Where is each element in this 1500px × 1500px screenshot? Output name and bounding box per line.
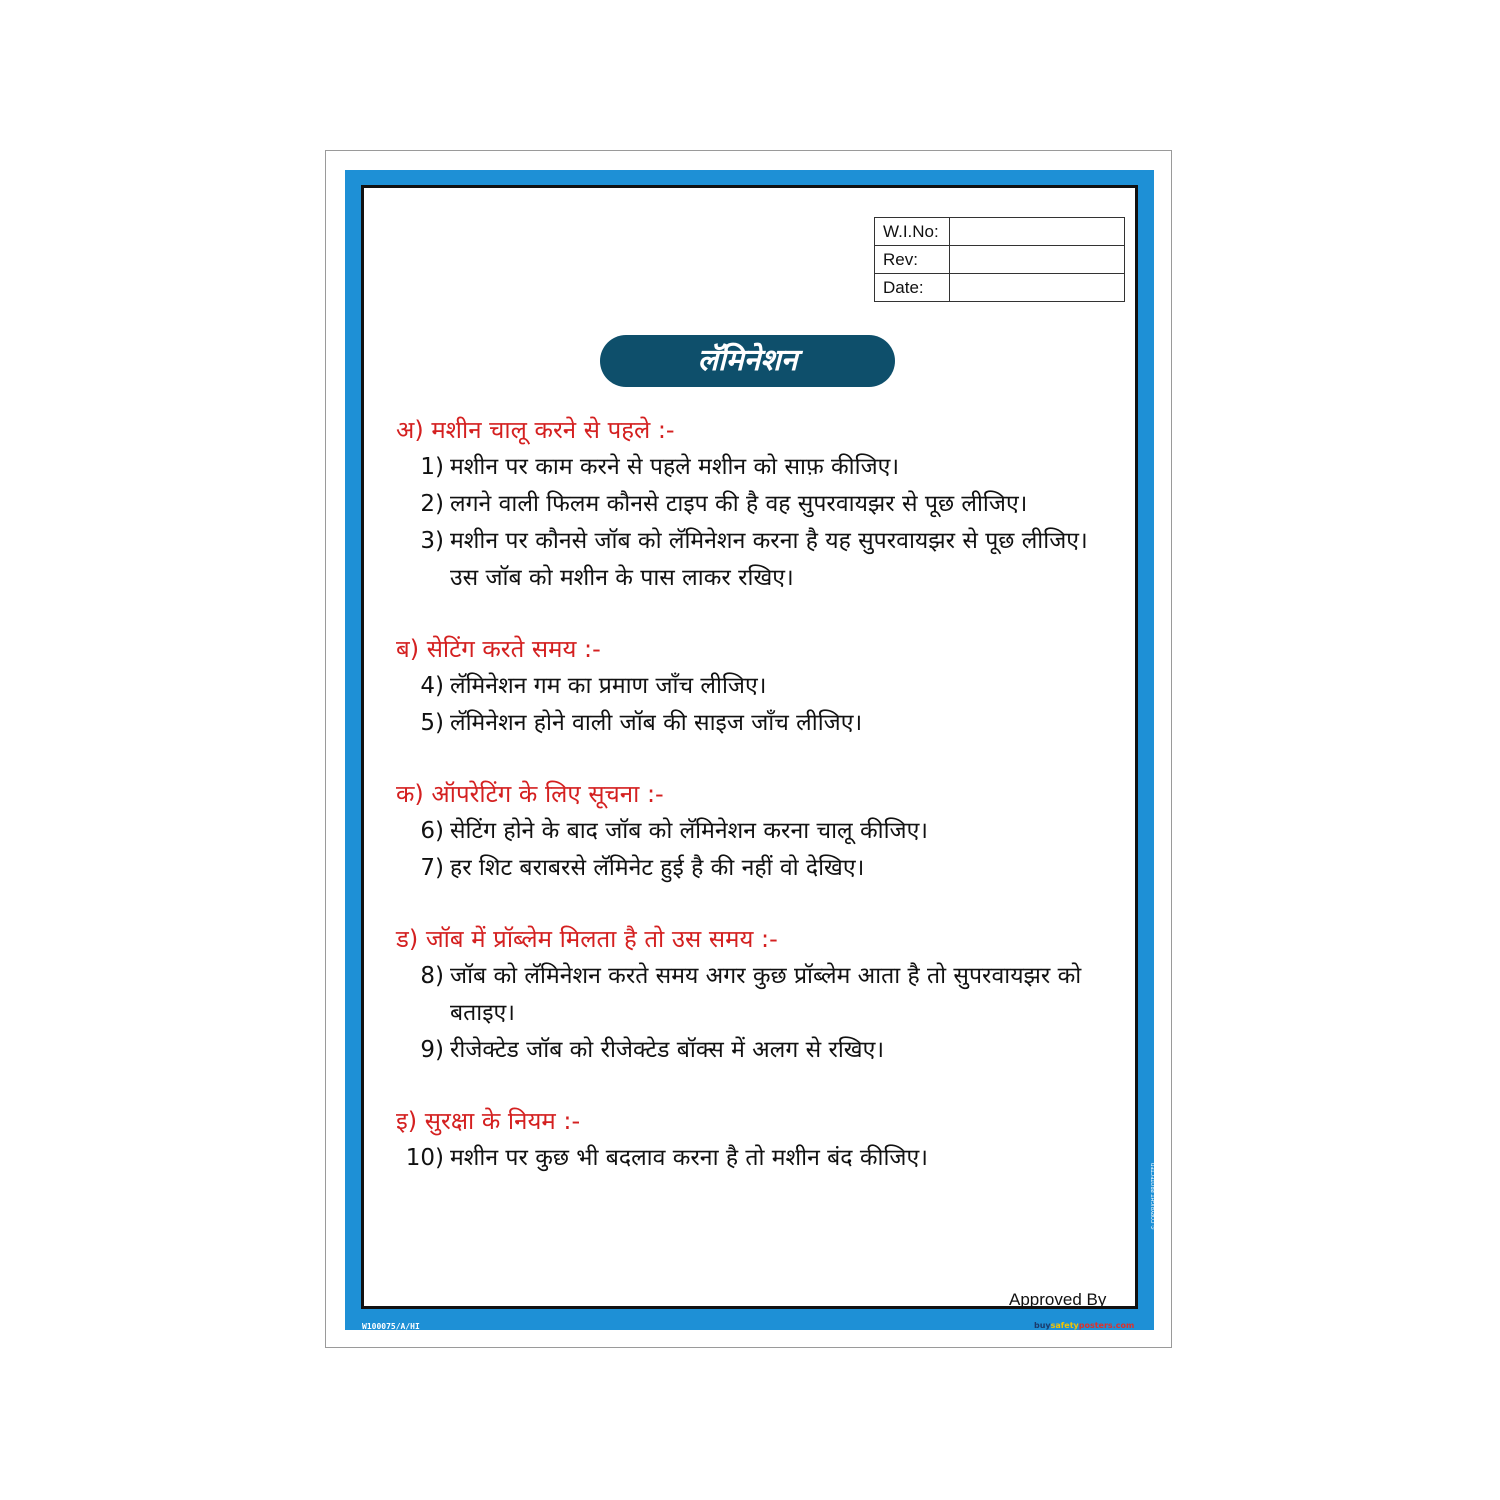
item-number: 8): [420, 963, 444, 989]
website-part: safety: [1050, 1321, 1079, 1330]
date-value: [950, 274, 1125, 302]
list-item: [396, 523, 1112, 597]
list-item: [396, 813, 1112, 850]
website-label: [1034, 1321, 1134, 1330]
item-number: 5): [420, 710, 444, 736]
section-heading: अ) मशीन चालू करने से पहले :-: [396, 416, 675, 444]
item-text: हर शिट बराबरसे लॅमिनेट हुई है की नहीं वो देखिए।: [450, 855, 865, 881]
section-operating: [396, 776, 1112, 887]
date-label: Date:: [875, 274, 950, 302]
item-text: रीजेक्टेड जॉब को रीजेक्टेड बॉक्स में अलग से रखिए।: [450, 1037, 885, 1063]
list-item: [396, 486, 1112, 523]
list-item: [396, 705, 1112, 742]
item-number: 1): [420, 454, 444, 480]
item-text: मशीन पर कुछ भी बदलाव करना है तो मशीन बंद कीजिए।: [450, 1145, 928, 1171]
item-number: 2): [420, 491, 444, 517]
list-item: [396, 449, 1112, 486]
section-heading: ब) सेटिंग करते समय :-: [396, 635, 601, 663]
section-safety: [396, 1103, 1112, 1177]
item-number: 10): [405, 1145, 444, 1171]
item-number: 3): [420, 528, 444, 554]
section-before-start: [396, 412, 1112, 597]
item-text: सेटिंग होने के बाद जॉब को लॅमिनेशन करना चालू कीजिए।: [450, 818, 929, 844]
poster-content-area: [361, 185, 1138, 1309]
item-text: मशीन पर कौनसे जॉब को लॅमिनेशन करना है यह सुपरवायझर से पूछ लीजिए। उस जॉब को मशीन के पास लाकर रखिए।: [450, 528, 1088, 591]
section-heading: ड) जॉब में प्रॉब्लेम मिलता है तो उस समय :-: [396, 925, 778, 953]
rev-label: Rev:: [875, 246, 950, 274]
wi-no-value: [950, 218, 1125, 246]
item-text: लॅमिनेशन गम का प्रमाण जाँच लीजिए।: [450, 673, 767, 699]
poster-code: W100075/A/HI: [362, 1322, 420, 1331]
blue-frame: [345, 170, 1157, 1330]
table-row: [875, 246, 1125, 274]
approved-by-label: Approved By: [1009, 1290, 1107, 1309]
item-number: 7): [420, 855, 444, 881]
list-item: [396, 958, 1112, 1032]
website-part: posters.com: [1078, 1321, 1135, 1330]
section-setting: [396, 631, 1112, 742]
page-title: लॅमिनेशन: [600, 335, 895, 387]
item-text: जॉब को लॅमिनेशन करते समय अगर कुछ प्रॉब्लेम आता है तो सुपरवायझर को बताइए।: [450, 963, 1082, 1026]
copyright-label: © COPYRIGHT PROTECTED: [1151, 1162, 1157, 1230]
poster: [325, 150, 1172, 1348]
section-heading: इ) सुरक्षा के नियम :-: [396, 1107, 581, 1135]
rev-value: [950, 246, 1125, 274]
list-item: [396, 1140, 1112, 1177]
item-number: 9): [420, 1037, 444, 1063]
list-item: [396, 850, 1112, 887]
instruction-list: [396, 412, 1112, 1211]
item-number: 4): [420, 673, 444, 699]
item-text: मशीन पर काम करने से पहले मशीन को साफ़ कीजिए।: [450, 454, 900, 480]
work-instruction-table: [874, 217, 1125, 302]
item-number: 6): [420, 818, 444, 844]
wi-no-label: W.I.No:: [875, 218, 950, 246]
section-heading: क) ऑपरेटिंग के लिए सूचना :-: [396, 780, 664, 808]
list-item: [396, 1032, 1112, 1069]
item-text: लगने वाली फिलम कौनसे टाइप की है वह सुपरवायझर से पूछ लीजिए।: [450, 491, 1028, 517]
website-part: buy: [1034, 1321, 1051, 1330]
table-row: [875, 274, 1125, 302]
item-text: लॅमिनेशन होने वाली जॉब की साइज जाँच लीजिए।: [450, 710, 863, 736]
list-item: [396, 668, 1112, 705]
section-problem: [396, 921, 1112, 1069]
table-row: [875, 218, 1125, 246]
